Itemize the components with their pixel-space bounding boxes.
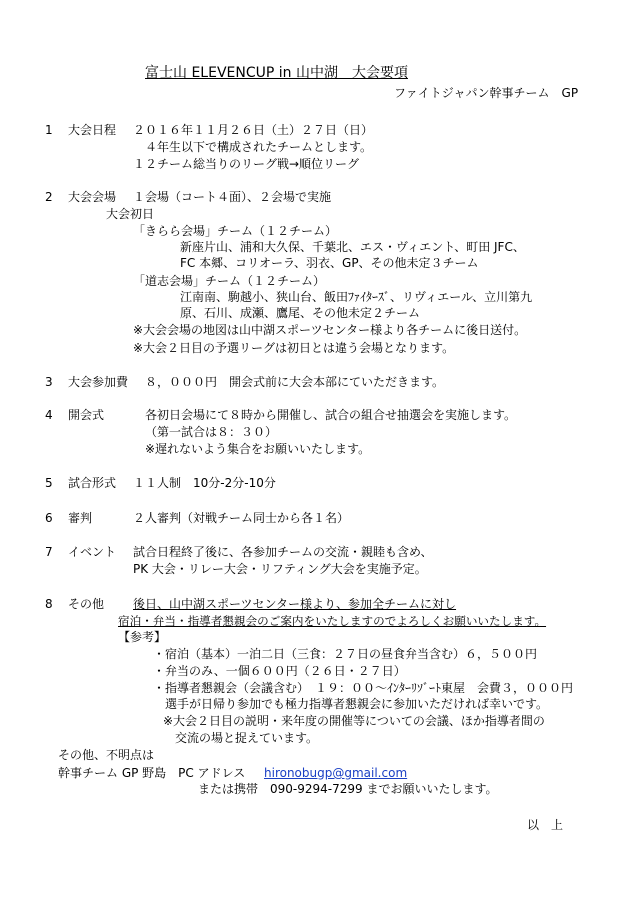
venue-a-teams: FC 本郷、コリオーラ、羽衣、GP、その他未定３チーム xyxy=(180,256,479,270)
reference-item: ・指導者懇親会（会議含む） １９：００～ｲﾝﾀｰﾘｿﾞｰﾄ東屋 会費３，０００円 xyxy=(153,681,574,695)
section-2-number: 2 xyxy=(45,190,53,204)
section-4-number: 4 xyxy=(45,408,53,422)
section-6-number: 6 xyxy=(45,511,53,525)
venue-b-teams: 原、石川、成瀬、鷹尾、その他未定２チーム xyxy=(180,306,421,320)
section-4-line: （第一試合は８：３０） xyxy=(145,425,278,439)
venue-a-teams: 新座片山、浦和大久保、千葉北、エス・ヴィエント、町田 JFC、 xyxy=(180,240,525,254)
section-1-line: ４年生以下で構成されたチームとします。 xyxy=(145,140,373,154)
section-8-number: 8 xyxy=(45,597,53,611)
contact-intro: その他、不明点は xyxy=(58,748,155,762)
venue-b-teams: 江南南、駒越小、狭山台、飯田ﾌｧｲﾀｰｽﾞ、リヴィエール、立川第九 xyxy=(180,290,533,304)
closing: 以 上 xyxy=(527,818,564,832)
contact-email-link[interactable]: hironobugp@gmail.com xyxy=(264,766,408,780)
reference-item: 選手が日帰り参加でも極力指導者懇親会に参加いただければ幸いです。 xyxy=(165,697,549,711)
section-5-label: 試合形式 xyxy=(68,476,117,490)
section-2-value: １会場（コート４面）、２会場で実施 xyxy=(133,190,332,204)
section-2-note: ※大会会場の地図は山中湖スポーツセンター様より各チームに後日送付。 xyxy=(133,323,527,337)
section-4-value: 各初日会場にて８時から開催し、試合の組合せ抽選会を実施します。 xyxy=(145,408,517,422)
section-2-label: 大会会場 xyxy=(68,190,117,204)
section-1-value: ２０１６年１１月２６日（土）２７日（日） xyxy=(133,123,374,137)
section-7-value: 試合日程終了後に、各参加チームの交流・親睦も含め、 xyxy=(133,545,433,559)
reference-item: 交流の場と捉えています。 xyxy=(175,731,319,745)
section-3-value: ８，０００円 開会式前に大会本部にていただきます。 xyxy=(145,375,445,389)
section-3-number: 3 xyxy=(45,375,53,389)
venue-a-heading: 「きらら会場」チーム（１２チーム） xyxy=(133,224,338,238)
reference-item: ・弁当のみ、一個６００円（２６日・２７日） xyxy=(153,664,406,678)
section-7-line: PK 大会・リレー大会・リフティング大会を実施予定。 xyxy=(133,562,427,576)
section-1-number: 1 xyxy=(45,123,53,137)
section-4-label: 開会式 xyxy=(68,408,105,422)
reference-item: ※大会２日目の説明・来年度の開催等についての会議、ほか指導者間の xyxy=(163,714,545,728)
page-title: 富士山 ELEVENCUP in 山中湖 大会要項 xyxy=(145,65,408,81)
section-5-value: １１人制 10分-2分-10分 xyxy=(133,476,276,490)
reference-item: ・宿泊（基本）一泊二日（三食：２７日の昼食弁当含む）６，５００円 xyxy=(153,647,538,661)
section-8-line: 宿泊・弁当・指導者懇親会のご案内をいたしますのでよろしくお願いいたします。 xyxy=(118,614,547,628)
organizer: ファイトジャパン幹事チーム GP xyxy=(394,86,579,100)
section-6-value: ２人審判（対戦チーム同士から各１名） xyxy=(133,511,350,525)
section-7-number: 7 xyxy=(45,545,53,559)
section-2-note: ※大会２日目の予選リーグは初日とは違う会場となります。 xyxy=(133,341,455,355)
section-3-label: 大会参加費 xyxy=(68,375,129,389)
venue-b-heading: 「道志会場」チーム（１２チーム） xyxy=(133,274,326,288)
day1-heading: 大会初日 xyxy=(106,207,155,221)
section-5-number: 5 xyxy=(45,476,53,490)
section-8-value: 後日、山中湖スポーツセンター様より、参加全チームに対し xyxy=(133,597,457,611)
section-6-label: 審判 xyxy=(68,511,93,525)
reference-label: 【参考】 xyxy=(118,630,167,644)
section-1-label: 大会日程 xyxy=(68,123,117,137)
section-7-label: イベント xyxy=(68,545,117,559)
contact-person: 幹事チーム GP 野島 PC アドレス xyxy=(58,766,246,780)
section-8-label: その他 xyxy=(68,597,105,611)
section-4-line: ※遅れないよう集合をお願いいたします。 xyxy=(145,442,371,456)
contact-phone: または携帯 090-9294-7299 までお願いいたします。 xyxy=(198,782,498,796)
section-1-line: １２チーム総当りのリーグ戦→順位リーグ xyxy=(133,157,360,171)
